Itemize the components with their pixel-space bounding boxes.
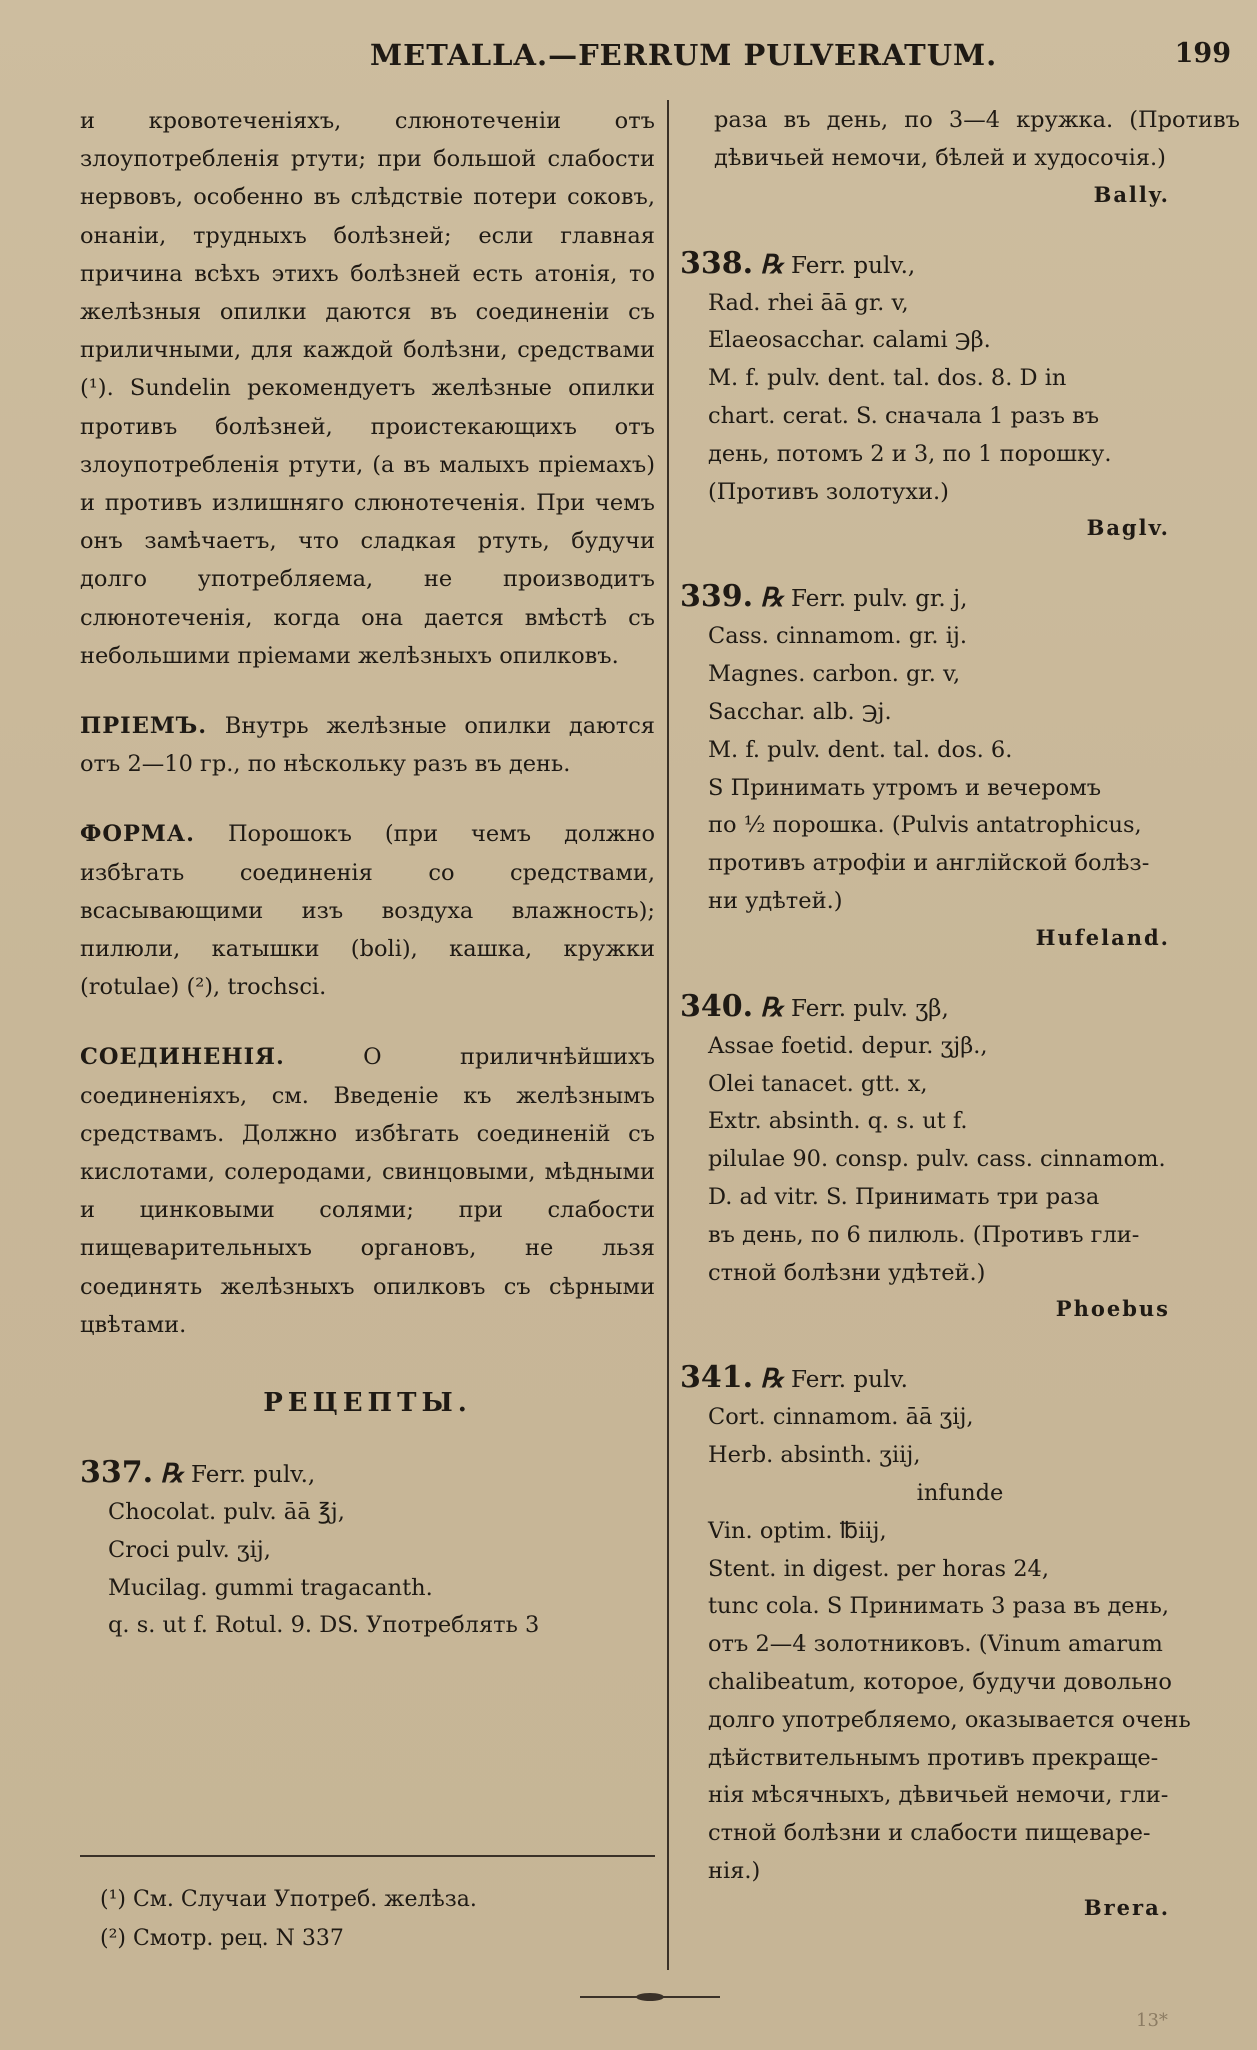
recipe-337 — [80, 1454, 655, 1645]
recipe-line: Assae foetid. depur. ʒjβ., — [708, 1032, 988, 1059]
recipe-line: chart. cerat. S. сначала 1 разъ въ — [708, 402, 1100, 429]
footnote-1: (¹) См. Случаи Употреб. желѣза. — [100, 1887, 477, 1912]
footnotes — [100, 1880, 655, 1958]
left-column — [80, 102, 655, 1683]
recipe-line: Mucilag. gummi tragacanth. — [108, 1574, 433, 1601]
continuation-text: раза въ день, по 3—4 кружка. (Противъ дѣвичьей немочи, бѣлей и худосочія.) — [714, 107, 1240, 171]
recipe-line: Croci pulv. ʒij, — [108, 1536, 271, 1563]
recipe-line: Ferr. pulv. ʒβ, — [791, 995, 949, 1022]
recipe-line: Cass. cinnamom. gr. ij. — [708, 623, 968, 650]
recipe-line: Olei tanacet. gtt. x, — [708, 1070, 928, 1097]
recipe-number: 341. — [680, 1360, 754, 1396]
recipe-line: Magnes. carbon. gr. v, — [708, 661, 961, 688]
recipe-line: Rad. rhei āā gr. v, — [708, 289, 909, 316]
recipe-line: долго употребляемо, оказывается очень — [708, 1706, 1191, 1733]
recipe-341 — [680, 1359, 1240, 1919]
page-header — [0, 34, 1257, 82]
recipe-339 — [680, 578, 1240, 949]
recipe-line: нія мѣсячныхъ, дѣвичьей немочи, гли- — [708, 1782, 1169, 1809]
recipe-line: Stent. in digest. per horas 24, — [708, 1555, 1049, 1582]
recipe-line: Ferr. pulv., — [791, 252, 916, 279]
recipe-line: стной болѣзни удѣтей.) — [708, 1259, 986, 1286]
recipe-339-head — [680, 578, 1240, 618]
combination-text: О приличнѣйшихъ соединеніяхъ, см. Введеніе къ желѣзнымъ средствамъ. Должно избѣгать соединеній съ кислотами, солеродами, свинцовыми, мѣдными и цинковыми солями; при слабости пищеварительныхъ органовъ, не льзя соединять желѣзныхъ опилковъ съ сѣрными цвѣтами. — [80, 1044, 655, 1338]
right-column — [680, 102, 1240, 1958]
footnote-2: (²) Смотр. рец. N 337 — [100, 1926, 344, 1951]
recipe-340-head — [680, 988, 1240, 1028]
recipe-author: Baglv. — [1086, 515, 1170, 541]
column-divider — [667, 100, 669, 1970]
recipe-number: 337. — [80, 1455, 154, 1491]
page-number: 199 — [1174, 38, 1231, 69]
running-head: METALLA.—FERRUM PULVERATUM. — [370, 38, 998, 72]
recipe-line: chalibeatum, которое, будучи довольно — [708, 1668, 1172, 1695]
form-paragraph — [80, 815, 655, 1006]
recipe-line: противъ атрофіи и англійской болѣз- — [708, 850, 1150, 877]
recipe-line: Herb. absinth. ʒiij, — [708, 1442, 921, 1469]
dose-text: Внутрь желѣзные опилки даются отъ 2—10 гр., по нѣскольку разъ въ день. — [80, 713, 655, 778]
recipes-heading: РЕЦЕПТЫ. — [263, 1388, 472, 1419]
form-label: ФОРМА. — [80, 821, 195, 848]
dose-paragraph — [80, 707, 655, 783]
recipe-340 — [680, 988, 1240, 1322]
recipe-line: M. f. pulv. dent. tal. dos. 8. D in — [708, 365, 1067, 392]
recipe-line: D. ad vitr. S. Принимать три раза — [708, 1183, 1100, 1210]
recipe-symbol: ℞ — [760, 992, 784, 1023]
recipe-line: Chocolat. pulv. āā ℥j, — [108, 1499, 345, 1526]
recipe-line: нія.) — [708, 1857, 761, 1884]
form-text: Порошокъ (при чемъ должно избѣгать соединенія со средствами, всасывающими изъ воздуха влажность); пилюли, катышки (boli), кашка, кружки (rotulae) (²), trochsci. — [80, 821, 655, 1001]
recipe-line: (Противъ золотухи.) — [708, 478, 949, 505]
recipe-infunde: infunde — [916, 1479, 1004, 1506]
recipe-author: Bally. — [1093, 181, 1170, 207]
combination-paragraph — [80, 1038, 655, 1344]
recipe-symbol: ℞ — [760, 249, 784, 280]
recipe-line: Sacchar. alb. ℈j. — [708, 698, 892, 725]
recipe-author: Hufeland. — [1035, 924, 1170, 950]
ornament-rule — [580, 1990, 720, 2004]
recipe-author: Brera. — [1083, 1894, 1170, 1920]
recipe-symbol: ℞ — [760, 1364, 784, 1395]
recipe-line: Ferr. pulv. gr. j, — [791, 586, 968, 613]
recipe-symbol: ℞ — [760, 583, 784, 614]
recipe-line: Vin. optim. ℔iij, — [708, 1517, 887, 1544]
combination-label: СОЕДИНЕНІЯ. — [80, 1044, 285, 1071]
recipe-line: въ день, по 6 пилюль. (Противъ гли- — [708, 1221, 1140, 1248]
recipe-line: день, потомъ 2 и 3, по 1 порошку. — [708, 440, 1112, 467]
recipe-341-head — [680, 1359, 1240, 1399]
recipe-line: отъ 2—4 золотниковъ. (Vinum amarum — [708, 1631, 1163, 1658]
recipe-line: Cort. cinnamom. āā ʒij, — [708, 1404, 974, 1431]
signature-mark: 13* — [1136, 2010, 1168, 2031]
recipe-line: стной болѣзни и слабости пищеваре- — [708, 1820, 1151, 1847]
recipe-line: S Принимать утромъ и вечеромъ — [708, 774, 1102, 801]
recipe-line: pilulae 90. consp. pulv. cass. cinnamom. — [708, 1146, 1166, 1173]
recipe-line: Extr. absinth. q. s. ut f. — [708, 1108, 968, 1135]
recipe-line: M. f. pulv. dent. tal. dos. 6. — [708, 736, 1013, 763]
recipe-line: tunc cola. S Принимать 3 раза въ день, — [708, 1593, 1170, 1620]
recipe-337-head — [80, 1454, 655, 1494]
footnote-rule — [80, 1855, 655, 1857]
recipe-number: 340. — [680, 988, 754, 1024]
recipe-number: 339. — [680, 579, 754, 615]
recipe-337-continuation — [680, 102, 1240, 207]
recipe-line: дѣйствительнымъ противъ прекраще- — [708, 1744, 1159, 1771]
intro-paragraph: и кровотеченіяхъ, слюнотеченіи отъ злоупотребленія ртути; при большой слабости нервовъ, особенно въ слѣдствіе потери соковъ, онаніи, трудныхъ болѣзней; если главная причина всѣхъ этихъ болѣзней есть атонія, то желѣзныя опилки даются въ соединеніи съ приличными, для каждой болѣзни, средствами (¹). Sundelin рекомендуетъ желѣзные опилки противъ болѣзней, проистекающихъ отъ злоупотребленія ртути, (а въ малыхъ пріемахъ) и противъ излишняго слюнотеченія. При чемъ онъ замѣчаетъ, что сладкая ртуть, будучи долго употребляема, не производитъ слюнотеченія, когда она дается вмѣстѣ съ небольшими пріемами желѣзныхъ опилковъ. — [80, 108, 655, 669]
recipe-line: по ½ порошка. (Pulvis antatrophicus, — [708, 812, 1142, 839]
recipe-line: Ferr. pulv. — [791, 1367, 908, 1394]
recipe-author: Phoebus — [1055, 1296, 1170, 1322]
recipe-338-head — [680, 245, 1240, 285]
recipe-338 — [680, 245, 1240, 541]
dose-label: ПРІЕМЪ. — [80, 713, 208, 740]
recipe-line: Ferr. pulv., — [191, 1462, 316, 1489]
recipe-line: ни удѣтей.) — [708, 887, 843, 914]
recipe-number: 338. — [680, 245, 754, 281]
recipe-line: Elaeosacchar. calami ℈β. — [708, 327, 991, 354]
recipe-line: q. s. ut f. Rotul. 9. DS. Употреблять 3 — [108, 1612, 540, 1639]
recipe-symbol: ℞ — [160, 1459, 184, 1490]
